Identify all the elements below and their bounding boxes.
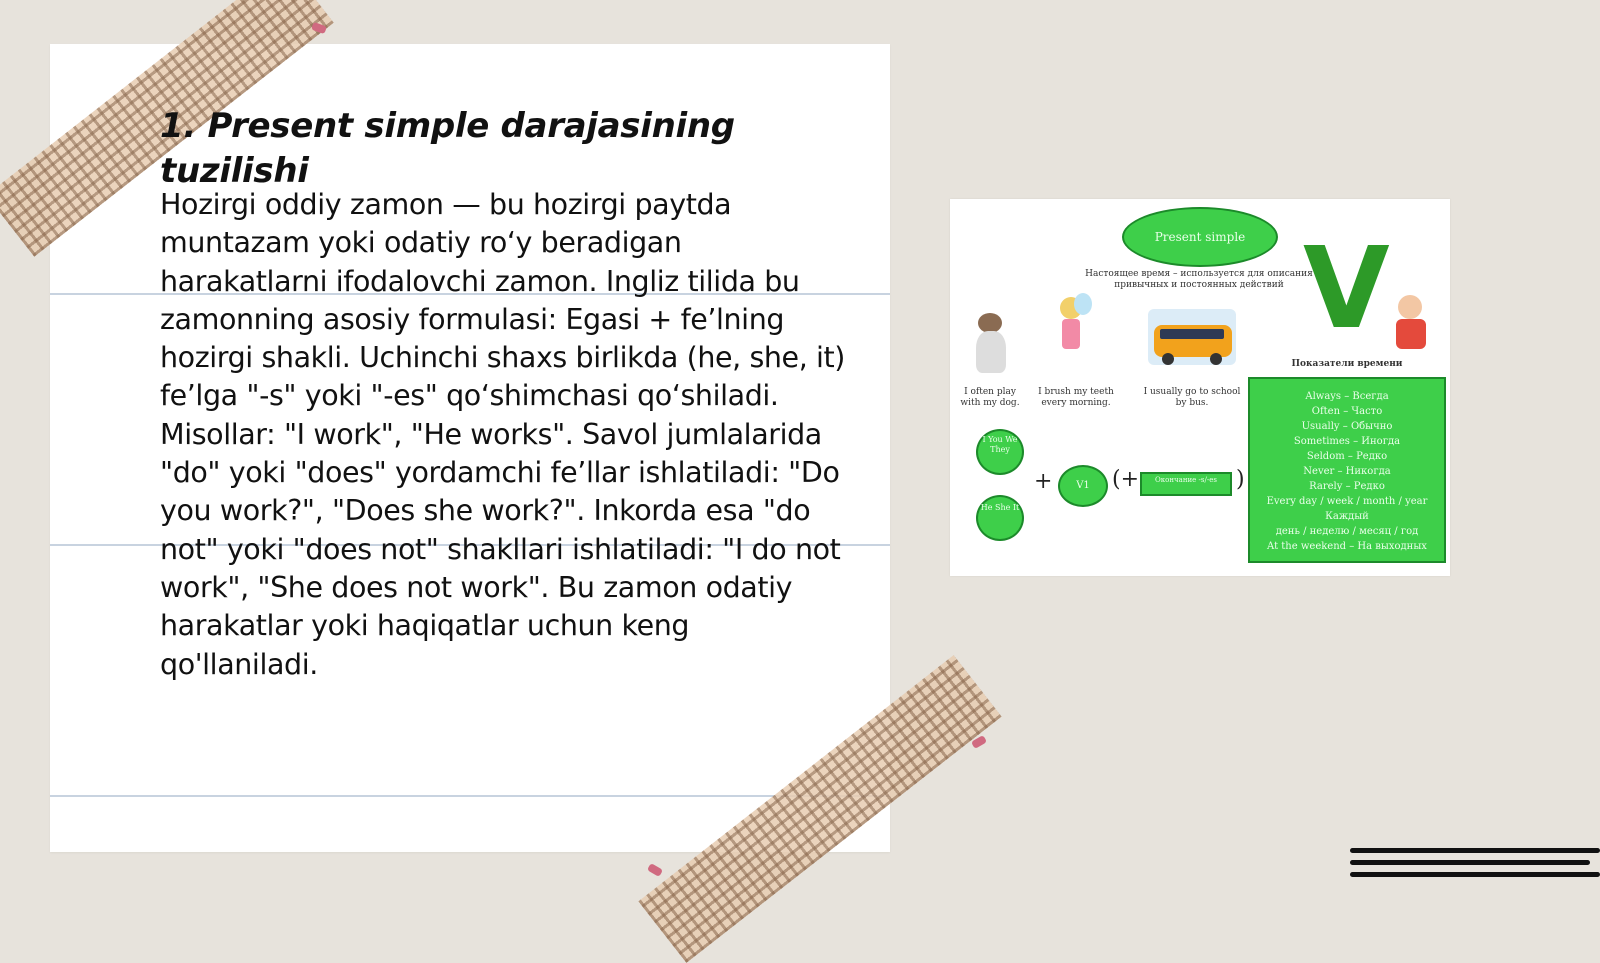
slide-title: 1. Present simple darajasining tuzilishi (160, 106, 735, 191)
pronoun-oval-plural (976, 429, 1024, 475)
caption-dog: I often play with my dog. (960, 387, 1020, 408)
formula-bracket-open: (+ (1112, 467, 1140, 492)
ending-label: Окончание -s/-es (1155, 476, 1217, 484)
school-bus-illustration (1148, 309, 1236, 373)
caption-bus: I usually go to school by bus. (1143, 387, 1241, 408)
time-marker: Often – Часто (1311, 406, 1383, 417)
formula-bracket-close: ) (1236, 467, 1245, 492)
time-markers-panel (1248, 377, 1446, 563)
time-marker: At the weekend – На выходных (1267, 541, 1427, 552)
time-marker: Never – Никогда (1303, 466, 1391, 477)
ending-box (1140, 472, 1232, 496)
time-marker: Sometimes – Иногда (1293, 436, 1401, 447)
diagram-heading-oval (1122, 207, 1278, 267)
time-marker: Seldom – Редко (1306, 451, 1388, 462)
pronoun-oval-singular (976, 495, 1024, 541)
time-marker: Always – Всегда (1305, 391, 1389, 402)
formula-plus: + (1034, 469, 1053, 494)
verb-letter: V (1303, 224, 1390, 354)
pronoun-group-2: He She It (980, 503, 1020, 512)
time-marker: день / неделю / месяц / год (1275, 526, 1419, 537)
verb-form: V1 (1076, 480, 1090, 491)
decorative-lines (1350, 848, 1600, 888)
diagram-heading: Present simple (1154, 230, 1246, 244)
time-marker: Usually – Обычно (1301, 421, 1393, 432)
tape-end-marker (647, 863, 663, 877)
diagram-subtitle: Настоящее время – используется для описания привычных и постоянных действий (1085, 269, 1313, 290)
present-simple-diagram (950, 199, 1450, 576)
dog-illustration (968, 307, 1012, 377)
girl-illustration (1050, 295, 1090, 379)
time-marker: Rarely – Редко (1309, 481, 1385, 492)
child-reading-illustration (1390, 295, 1430, 353)
verb-oval (1058, 465, 1108, 507)
slide-body-text: Hozirgi oddiy zamon — bu hozirgi paytda muntazam yoki odatiy ro‘y beradigan harakatlarni ifodalovchi zamon. Ingliz tilida bu zamonning asosiy formulasi: Egasi + fe’lning hozirgi shakli. Uchinchi shaxs birlikda (he, she, it) fe’lga "-s" yoki "-es" qo‘shimchasi qo‘shiladi. Misollar: "I work", "He works". Savol jumlalarida "do" yoki "does" yordamchi fe’llar ishlatiladi: "Do you work?", "Does she work?". Inkorda esa "do not" yoki "does not" shakllari ishlatiladi: "I do not work", "She does not work". Bu zamon odatiy harakatlar yoki haqiqatlar uchun keng qo'llaniladi. (160, 188, 846, 681)
time-markers-heading: Показатели времени (1291, 359, 1403, 369)
caption-teeth: I brush my teeth every morning. (1038, 387, 1114, 408)
time-marker: Каждый (1325, 511, 1369, 522)
pronoun-group-1: I You We They (982, 435, 1018, 454)
time-marker: Every day / week / month / year (1266, 496, 1428, 507)
